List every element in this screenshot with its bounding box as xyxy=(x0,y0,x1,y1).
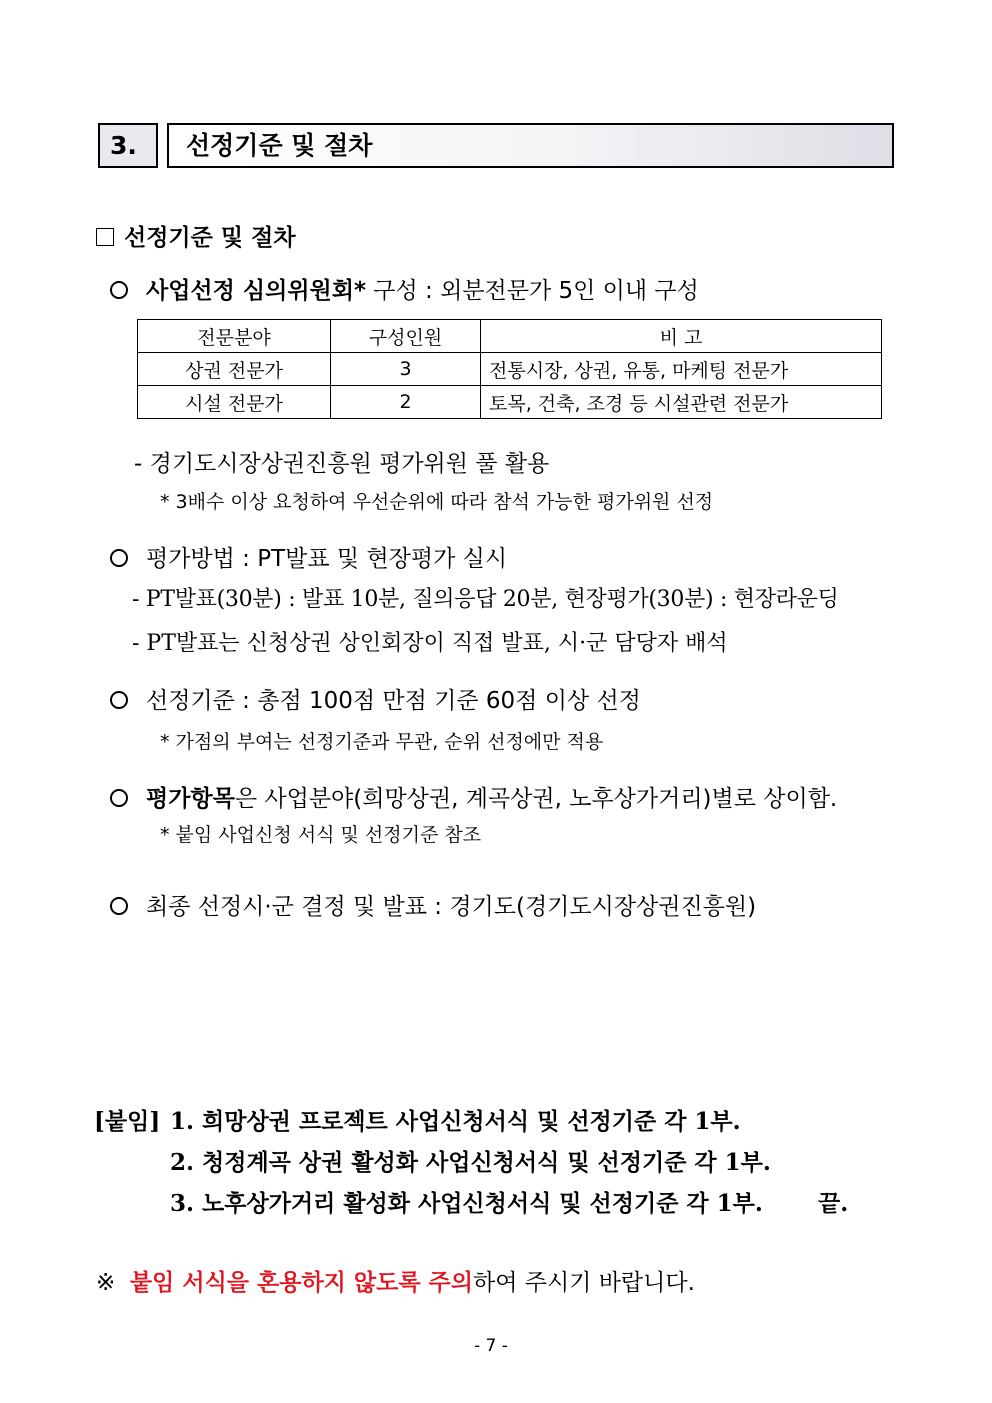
warning-text: 하여 주시기 바랍니다. xyxy=(473,1270,695,1296)
bullet-circle-icon xyxy=(110,281,128,299)
items-item xyxy=(110,780,837,813)
items-label: 평가항목 xyxy=(146,786,235,812)
reference-mark-icon: ※ xyxy=(96,1270,116,1296)
method-dash-2: - PT발표는 신청상권 상인회장이 직접 발표, 시·군 담당자 배석 xyxy=(132,631,728,656)
table-header-row xyxy=(138,320,882,353)
table-row xyxy=(138,353,882,386)
attachments-prefix: [붙임] xyxy=(94,1108,161,1135)
criteria-note: * 가점의 부여는 선정기준과 무관, 순위 선정에만 적용 xyxy=(160,731,604,753)
bullet-circle-icon xyxy=(110,549,128,567)
table-cell: 토목, 건축, 조경 등 시설관련 전문가 xyxy=(481,386,882,419)
committee-note: * 3배수 이상 요청하여 우선순위에 따라 참석 가능한 평가위원 선정 xyxy=(160,491,714,513)
table-cell: 3 xyxy=(331,353,481,386)
method-item xyxy=(110,540,507,573)
method-dash-1: - PT발표(30분) : 발표 10분, 질의응답 20분, 현장평가(30분) : 현장라운딩 xyxy=(132,587,839,612)
table-cell: 시설 전문가 xyxy=(138,386,331,419)
final-item xyxy=(110,888,756,921)
criteria-item xyxy=(110,682,641,715)
attachment-line: 3. 노후상가거리 활성화 사업신청서식 및 선정기준 각 1부. xyxy=(170,1190,763,1217)
section-title xyxy=(96,219,296,252)
bullet-circle-icon xyxy=(110,897,128,915)
attachments-end: 끝. xyxy=(818,1190,849,1217)
section-header-title: 선정기준 및 절차 xyxy=(167,123,894,168)
items-text: 은 사업분야(희망상권, 계곡상권, 노후상가거리)별로 상이함. xyxy=(234,786,838,812)
bullet-circle-icon xyxy=(110,789,128,807)
bullet-circle-icon xyxy=(110,691,128,709)
committee-table xyxy=(137,319,882,419)
criteria-title: 선정기준 : 총점 100점 만점 기준 60점 이상 선정 xyxy=(146,688,641,714)
table-header-cell: 전문분야 xyxy=(138,320,331,353)
committee-dash: - 경기도시장상권진흥원 평가위원 풀 활용 xyxy=(134,451,550,477)
committee-label: 사업선정 심의위원회* xyxy=(146,278,366,304)
warning-line xyxy=(96,1264,695,1297)
section-number: 3. xyxy=(98,123,158,168)
section-title-text: 선정기준 및 절차 xyxy=(124,225,296,251)
attachment-line: 2. 청정계곡 상권 활성화 사업신청서식 및 선정기준 각 1부. xyxy=(170,1149,771,1176)
table-cell: 2 xyxy=(331,386,481,419)
method-title: 평가방법 : PT발표 및 현장평가 실시 xyxy=(146,546,508,572)
attachment-line: 1. 희망상권 프로젝트 사업신청서식 및 선정기준 각 1부. xyxy=(170,1108,741,1135)
checkbox-square-icon xyxy=(96,228,114,246)
committee-item xyxy=(110,272,699,305)
items-note: * 붙임 사업신청 서식 및 선정기준 참조 xyxy=(160,824,482,846)
table-header-cell: 비 고 xyxy=(481,320,882,353)
table-cell: 전통시장, 상권, 유통, 마케팅 전문가 xyxy=(481,353,882,386)
table-header-cell: 구성인원 xyxy=(331,320,481,353)
warning-highlight: 붙임 서식을 혼용하지 않도록 주의 xyxy=(129,1270,473,1296)
committee-text: 구성 : 외분전문가 5인 이내 구성 xyxy=(366,278,699,304)
page-number: - 7 - xyxy=(474,1336,508,1356)
final-text: 최종 선정시·군 결정 및 발표 : 경기도(경기도시장상권진흥원) xyxy=(146,894,757,920)
table-cell: 상권 전문가 xyxy=(138,353,331,386)
table-row xyxy=(138,386,882,419)
